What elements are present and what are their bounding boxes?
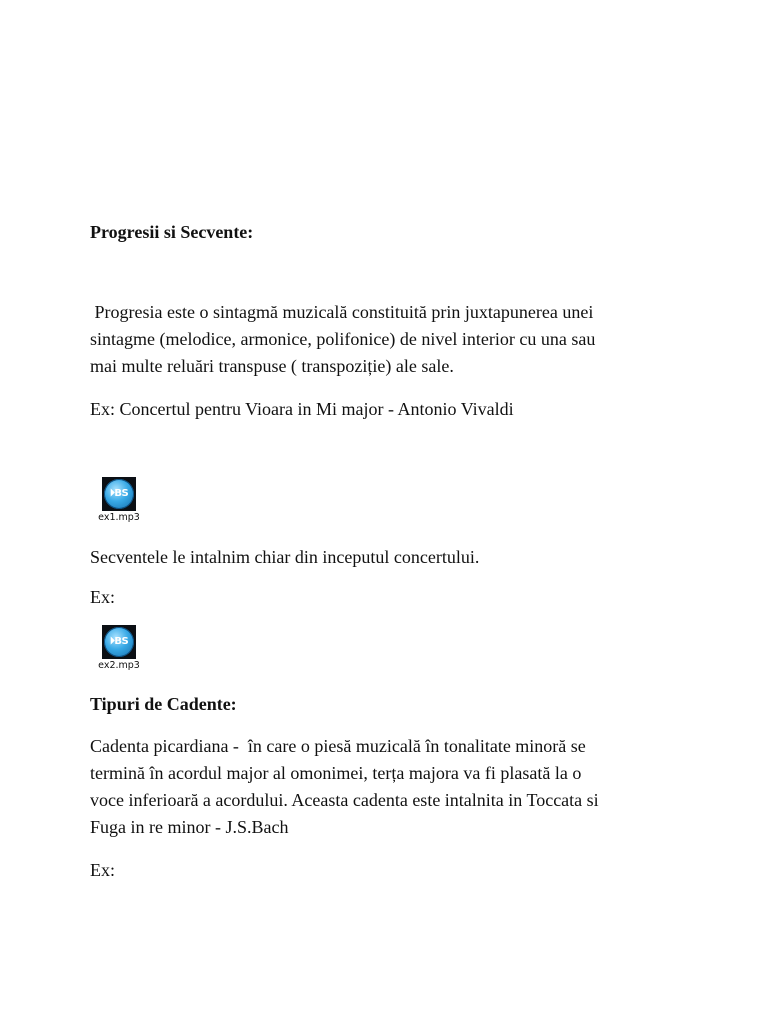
paragraph-line: mai multe reluări transpuse ( transpoziție) ale sale. <box>90 356 454 376</box>
paragraph-line: Fuga in re minor - J.S.Bach <box>90 817 289 837</box>
secvente-paragraph: Secventele le intalnim chiar din inceputul concertului. <box>90 547 480 567</box>
paragraph-line: Progresia este o sintagmă muzicală constituită prin juxtapunerea unei <box>90 302 594 322</box>
cadenta-picardiana-paragraph <box>90 733 680 841</box>
example-label: Ex: <box>90 587 115 607</box>
attachment-ex1-mp3[interactable] <box>94 477 144 523</box>
attachment-glyph: ⏵BS <box>109 488 129 499</box>
section-heading-progresii: Progresii si Secvente: <box>90 222 254 242</box>
example-label: Ex: <box>90 860 115 880</box>
play-disc-icon <box>104 627 134 657</box>
play-disc-icon <box>104 479 134 509</box>
progresia-definition-paragraph <box>90 299 680 380</box>
attachment-filename: ex2.mp3 <box>98 660 140 671</box>
section-heading-tipuri-cadente: Tipuri de Cadente: <box>90 694 237 714</box>
example-vivaldi-text: Ex: Concertul pentru Vioara in Mi major - Antonio Vivaldi <box>90 399 514 419</box>
attachment-glyph: ⏵BS <box>109 636 129 647</box>
attachment-ex2-mp3[interactable] <box>94 625 144 671</box>
paragraph-line: Cadenta picardiana - în care o piesă muzicală în tonalitate minoră se <box>90 736 586 756</box>
paragraph-line: sintagme (melodice, armonice, polifonice) de nivel interior cu una sau <box>90 329 596 349</box>
audio-file-icon <box>102 625 136 659</box>
audio-file-icon <box>102 477 136 511</box>
attachment-filename: ex1.mp3 <box>98 512 140 523</box>
paragraph-line: termină în acordul major al omonimei, terța majora va fi plasată la o <box>90 763 582 783</box>
paragraph-line: voce inferioară a acordului. Aceasta cadenta este intalnita in Toccata si <box>90 790 599 810</box>
